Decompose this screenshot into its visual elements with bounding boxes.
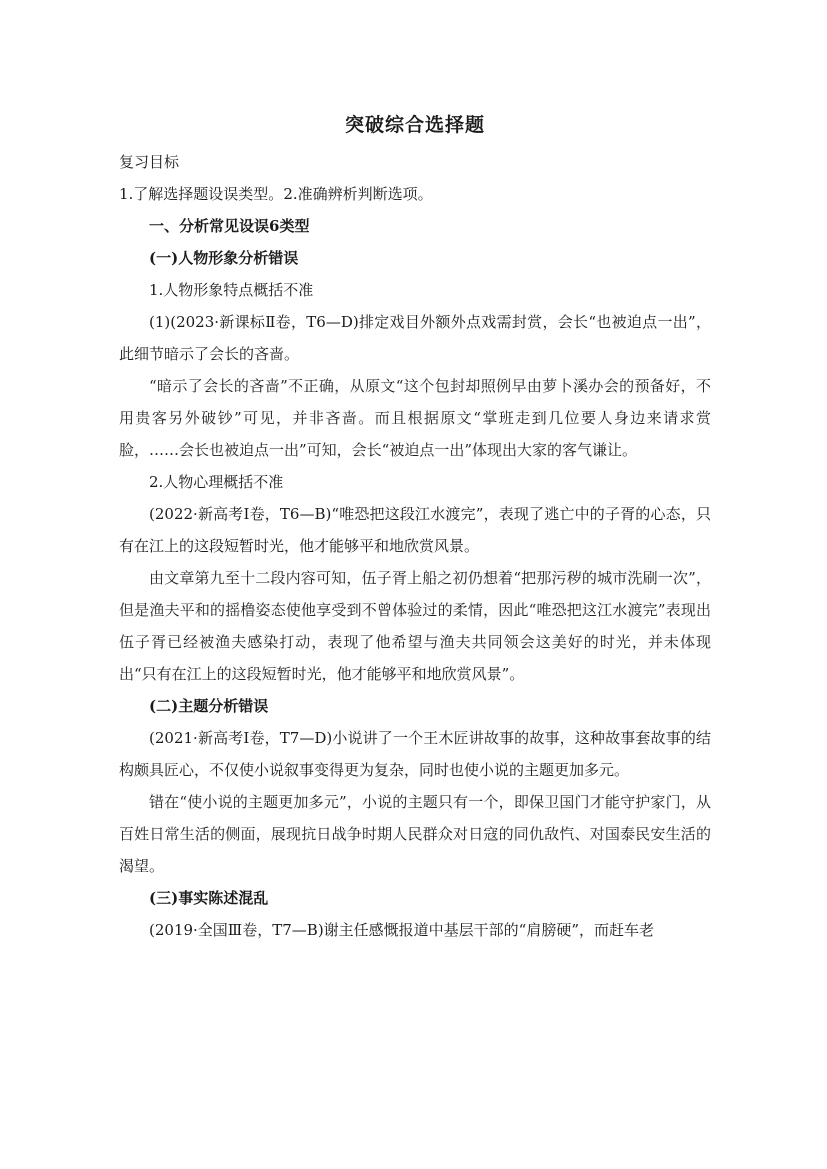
sub2-analysis: 错在“使小说的主题更加多元”，小说的主题只有一个，即保卫国门才能守护家门，从百姓日常生活的侧面，展现抗日战争时期人民群众对日寇的同仇敌忾、对国泰民安生活的渴望。 [119,793,711,875]
item2-example: (2022·新高考Ⅰ卷，T6—B)“唯恐把这段江水渡完”，表现了逃亡中的子胥的心态，只有在江上的这段短暂时光，他才能够平和地欣赏风景。 [119,505,711,555]
document-page [119,108,711,946]
item1-analysis: “暗示了会长的吝啬”不正确，从原文“这个包封却照例早由萝卜溪办会的预备好，不用贵客另外破钞”可见，并非吝啬。而且根据原文“掌班走到几位要人身边来请求赏脸，……会长也被迫点一出”可知，会长“被迫点一出”体现出大家的客气谦让。 [119,377,711,459]
sub3-example: (2019·全国Ⅲ卷，T7—B)谢主任感慨报道中基层干部的“肩膀硬”，而赶车老 [149,921,655,939]
sub2-heading: (二)主题分析错误 [149,697,269,715]
sub2-example: (2021·新高考Ⅰ卷，T7—D)小说讲了一个王木匠讲故事的故事，这种故事套故事的结构颇具匠心，不仅使小说叙事变得更为复杂，同时也使小说的主题更加多元。 [119,729,711,779]
item2-analysis: 由文章第九至十二段内容可知，伍子胥上船之初仍想着“把那污秽的城市洗刷一次”，但是渔夫平和的摇橹姿态使他享受到不曾体验过的柔情，因此“唯恐把这江水渡完”表现出伍子胥已经被渔夫感染打动，表现了他希望与渔夫共同领会这美好的时光，并未体现出“只有在江上的这段短暂时光，他才能够平和地欣赏风景”。 [119,569,711,683]
item1-example: (1)(2023·新课标Ⅱ卷，T6—D)排定戏目外额外点戏需封赏，会长“也被迫点一出”，此细节暗示了会长的吝啬。 [119,313,711,363]
goals-text: 1.了解选择题设误类型。2.准确辨析判断选项。 [119,185,433,203]
sub3-heading: (三)事实陈述混乱 [149,889,269,907]
item1-heading: 1.人物形象特点概括不准 [149,281,314,299]
goals-heading: 复习目标 [119,153,180,171]
document-title: 突破综合选择题 [344,114,485,136]
item2-heading: 2.人物心理概括不准 [149,473,284,491]
section1-heading: 一、分析常见设误6类型 [149,217,310,235]
sub1-heading: (一)人物形象分析错误 [149,249,299,267]
